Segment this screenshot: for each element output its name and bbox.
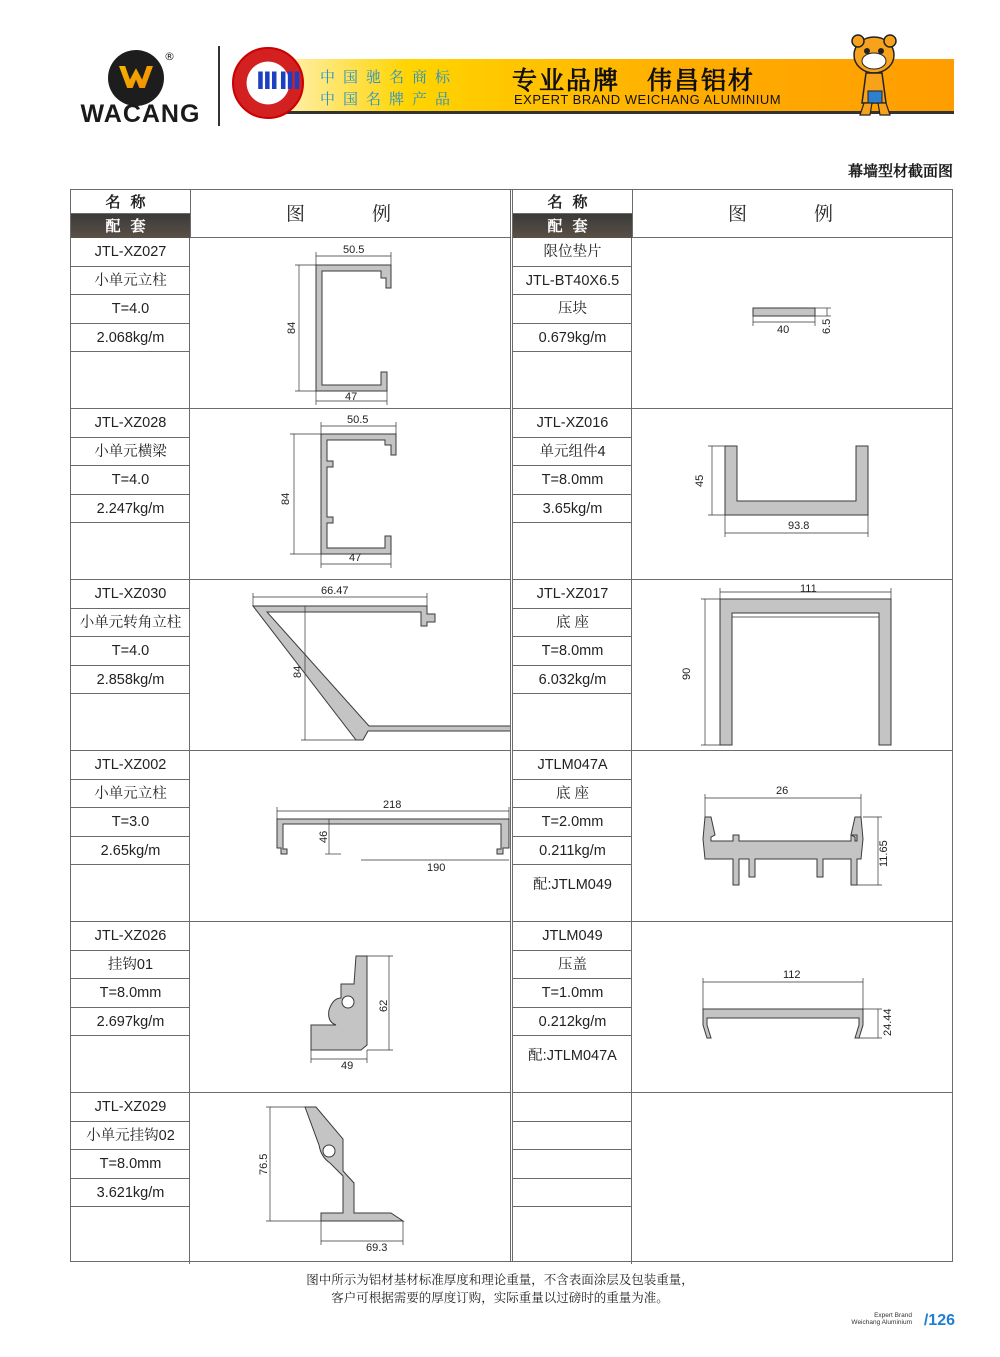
product-weight: 0.679kg/m: [513, 324, 632, 353]
dim-label: 50.5: [343, 244, 365, 256]
product-row: [513, 409, 952, 580]
product-info: [513, 409, 632, 579]
wacang-logo-icon: [108, 50, 164, 106]
product-info: [513, 922, 632, 1092]
product-code: JTL-XZ016: [513, 409, 632, 438]
product-accessory: 配:JTLM049: [533, 877, 612, 893]
product-weight: 3.621kg/m: [71, 1179, 190, 1208]
product-code: JTL-XZ002: [71, 751, 190, 780]
profile-drawing: [191, 580, 510, 750]
product-weight: 2.068kg/m: [71, 324, 190, 353]
product-code: JTL-XZ027: [71, 238, 190, 267]
dim-label: 11.65: [878, 840, 890, 867]
product-name: 挂钩01: [71, 951, 190, 980]
banner-subtitle: EXPERT BRAND WEICHANG ALUMINIUM: [514, 92, 782, 107]
product-row-empty: [513, 1093, 952, 1264]
profile-drawing: [191, 409, 510, 579]
product-row: [71, 751, 510, 922]
product-weight: 0.211kg/m: [513, 837, 632, 866]
product-thickness: [513, 1150, 632, 1179]
profile-drawing: [633, 238, 952, 408]
product-info: [513, 238, 632, 408]
profile-drawing: [633, 409, 952, 579]
left-column: [71, 190, 510, 1261]
product-name: 小单元立柱: [71, 780, 190, 809]
dim-label: 40: [777, 324, 790, 336]
brand-name: WACANG: [80, 100, 201, 128]
header-figure: 图 例: [632, 190, 952, 238]
product-code: JTL-XZ017: [513, 580, 632, 609]
product-thickness: T=4.0: [71, 637, 190, 666]
product-thickness: T=4.0: [71, 295, 190, 324]
dim-label: 90: [681, 667, 693, 680]
product-name: 压盖: [513, 951, 632, 980]
product-info: [513, 1093, 632, 1264]
product-name: 单元组件4: [513, 438, 632, 467]
product-weight: 6.032kg/m: [513, 666, 632, 695]
section-title: 幕墙型材截面图: [847, 162, 953, 180]
header-banner: [232, 55, 954, 115]
product-weight: 3.65kg/m: [513, 495, 632, 524]
product-name: 小单元挂钩02: [71, 1122, 190, 1151]
product-row: [513, 238, 952, 409]
product-accessory: 配:JTLM047A: [528, 1048, 617, 1064]
footer-brand: [822, 1312, 912, 1326]
product-row: [71, 238, 510, 409]
china-top-brand-seal-icon: [232, 47, 304, 119]
dim-label: 6.5: [821, 318, 833, 334]
profile-drawing: [633, 751, 952, 921]
product-weight: 2.697kg/m: [71, 1008, 190, 1037]
header-accessory: 配套: [71, 214, 190, 238]
product-weight: 2.65kg/m: [71, 837, 190, 866]
profile-drawing: [633, 580, 952, 750]
product-weight: 2.247kg/m: [71, 495, 190, 524]
header-figure: 图 例: [190, 190, 510, 238]
product-code: JTL-XZ030: [71, 580, 190, 609]
dim-label: 218: [383, 799, 402, 811]
product-code: JTL-XZ029: [71, 1093, 190, 1122]
header-name: 名称: [71, 190, 190, 214]
slogan-line-1: 中国驰名商标: [320, 68, 459, 86]
product-info: [71, 580, 190, 750]
dim-label: 112: [783, 969, 801, 981]
product-info: [513, 580, 632, 750]
product-thickness: T=8.0mm: [513, 637, 632, 666]
product-code: 限位垫片: [513, 238, 632, 267]
dim-label: 47: [349, 552, 362, 564]
dim-label: 46: [318, 830, 330, 843]
dim-label: 50.5: [347, 414, 369, 426]
header-name: 名称: [513, 190, 632, 214]
product-weight: 0.212kg/m: [513, 1008, 632, 1037]
product-weight: 2.858kg/m: [71, 666, 190, 695]
product-code: JTL-XZ026: [71, 922, 190, 951]
product-thickness: 压块: [513, 295, 632, 324]
product-name: 底 座: [513, 780, 632, 809]
product-name: 小单元立柱: [71, 267, 190, 296]
right-column: [513, 190, 952, 1261]
product-name: 小单元横梁: [71, 438, 190, 467]
profile-drawing: [191, 238, 510, 408]
product-name: JTL-BT40X6.5: [513, 267, 632, 296]
product-thickness: T=4.0: [71, 466, 190, 495]
footnote-line-2: 客户可根据需要的厚度订购，实际重量以过磅时的重量为准。: [331, 1290, 669, 1305]
dim-label: 93.8: [788, 520, 810, 532]
profile-drawing: [191, 751, 510, 921]
footer-brand-line-2: Weichang Aluminium: [851, 1319, 912, 1326]
header-accessory: 配套: [513, 214, 632, 238]
product-name: [513, 1122, 632, 1151]
footnote: [0, 1271, 1000, 1307]
footnote-line-1: 图中所示为铝材基材标准厚度和理论重量，不含表面涂层及包装重量，: [306, 1272, 694, 1287]
product-info: [513, 751, 632, 921]
dim-label: 84: [280, 492, 292, 505]
slogan-line-2: 中国名牌产品: [320, 90, 459, 108]
product-info: [71, 922, 190, 1092]
dim-label: 26: [776, 785, 789, 797]
product-row: [513, 580, 952, 751]
product-code: JTLM047A: [513, 751, 632, 780]
tiger-mascot-icon: [844, 33, 904, 119]
dim-label: 84: [292, 665, 304, 678]
banner-title: 专业品牌 伟昌铝材: [512, 66, 756, 95]
dim-label: 47: [345, 391, 358, 403]
dim-label: 66.47: [321, 585, 349, 597]
page-number: /126: [923, 1312, 955, 1329]
profile-drawing: [191, 922, 510, 1092]
profile-drawing: [191, 1093, 510, 1264]
product-name: 底 座: [513, 609, 632, 638]
brand-logo-block: [68, 48, 213, 128]
product-thickness: T=8.0mm: [71, 979, 190, 1008]
product-row: [513, 922, 952, 1093]
product-code: JTLM049: [513, 922, 632, 951]
product-thickness: T=8.0mm: [513, 466, 632, 495]
header-divider: [218, 46, 220, 126]
product-row: [71, 409, 510, 580]
profile-drawing-empty: [633, 1093, 952, 1264]
dim-label: 84: [286, 321, 298, 334]
dim-label: 190: [427, 862, 446, 874]
seal-mark: ⅢⅢ: [256, 67, 302, 95]
product-weight: [513, 1179, 632, 1208]
footer-brand-line-1: Expert Brand: [874, 1312, 912, 1319]
dim-label: 45: [694, 474, 706, 487]
dim-label: 111: [800, 583, 817, 595]
dim-label: 62: [378, 999, 390, 1012]
product-thickness: T=2.0mm: [513, 808, 632, 837]
product-info: [71, 409, 190, 579]
profile-table: [70, 189, 953, 1262]
product-row: [513, 751, 952, 922]
dim-label: 69.3: [366, 1242, 388, 1254]
product-info: [71, 751, 190, 921]
registered-mark: ®: [164, 50, 175, 63]
right-header: [513, 190, 952, 238]
product-info: [71, 1093, 190, 1264]
dim-label: 24.44: [882, 1008, 894, 1036]
product-code: JTL-XZ028: [71, 409, 190, 438]
product-row: [71, 580, 510, 751]
product-thickness: T=1.0mm: [513, 979, 632, 1008]
product-row: [71, 922, 510, 1093]
left-header: [71, 190, 510, 238]
product-name: 小单元转角立柱: [71, 609, 190, 638]
product-code: [513, 1093, 632, 1122]
product-info: [71, 238, 190, 408]
product-row: [71, 1093, 510, 1264]
dim-label: 49: [341, 1060, 354, 1072]
dim-label: 76.5: [258, 1153, 270, 1175]
product-thickness: T=8.0mm: [71, 1150, 190, 1179]
product-thickness: T=3.0: [71, 808, 190, 837]
profile-drawing: [633, 922, 952, 1092]
